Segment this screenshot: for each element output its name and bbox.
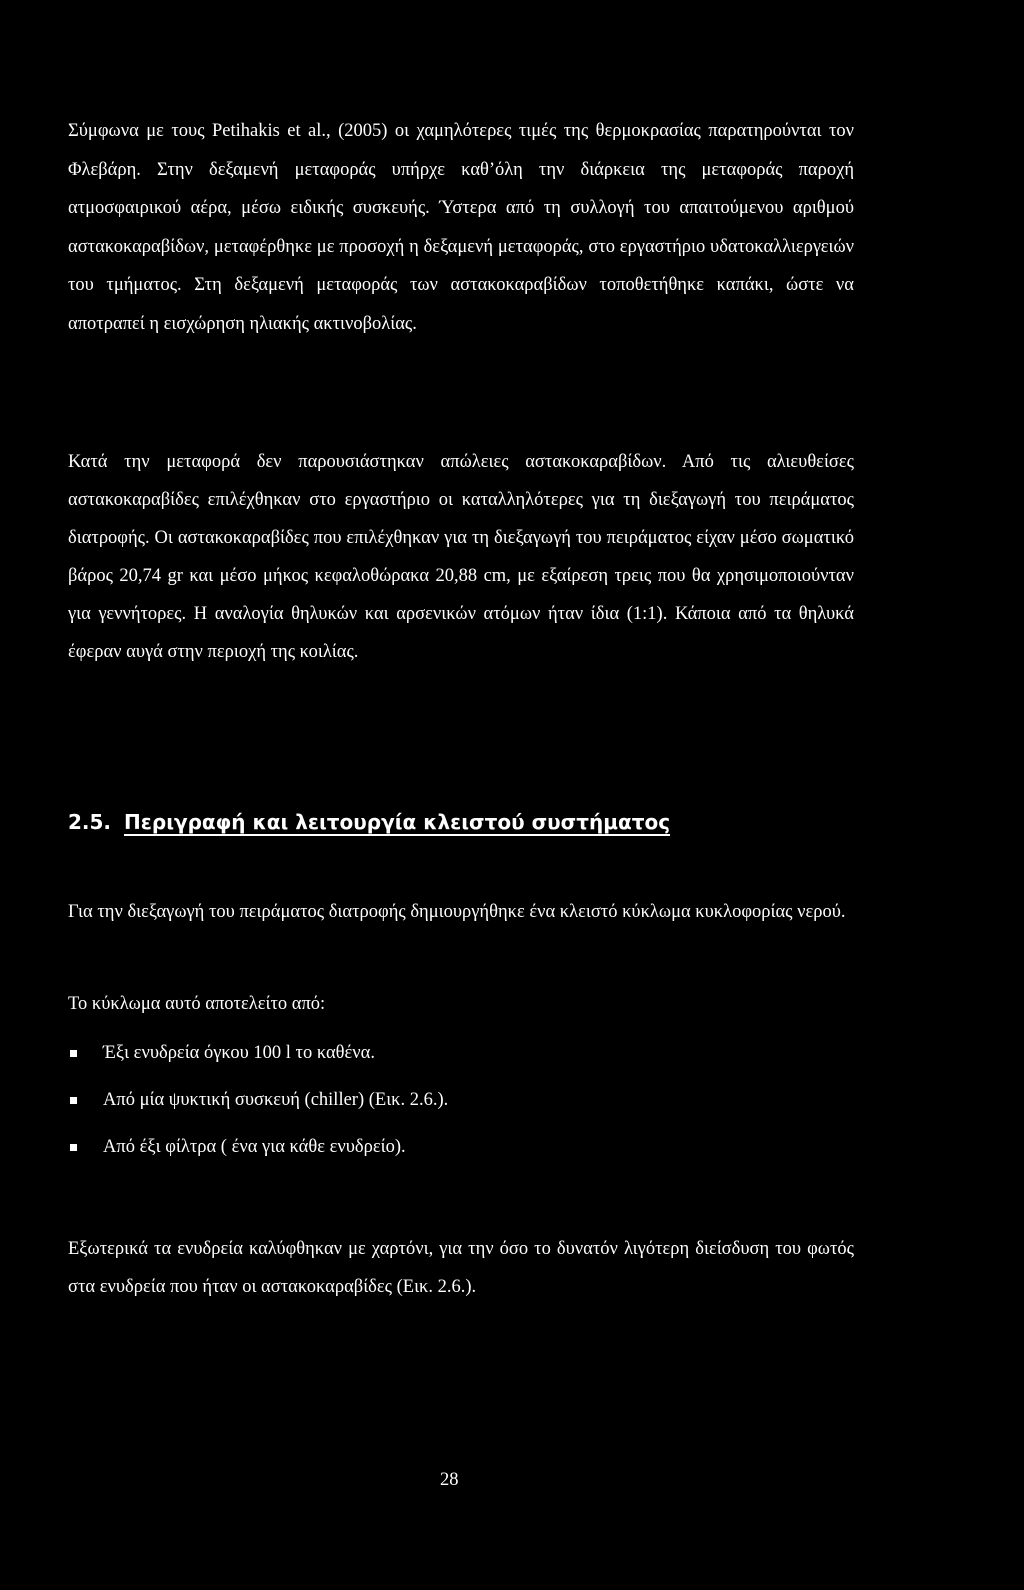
paragraph-transport-conditions: Σύμφωνα με τους Petihakis et al., (2005) οι χαμηλότερες τιμές της θερμοκρασίας παρατηρούνται τον Φλεβάρη. Στην δεξαμενή μεταφοράς υπήρχε καθ’όλη την διάρκεια της μεταφοράς παροχή ατμοσφαιρικού αέρα, μέσω ειδικής συσκευής. Ύστερα από τη συλλογή του απαιτούμενου αριθμού αστακοκαραβίδων, μεταφέρθηκε με προσοχή η δεξαμενή μεταφοράς, στο εργαστήριο υδατοκαλλιεργειών του τμήματος. Στη δεξαμενή μεταφοράς των αστακοκαραβίδων τοποθετήθηκε καπάκι, ώστε να αποτραπεί η εισχώρηση ηλιακής ακτινοβολίας. bbox=[68, 121, 854, 334]
bullet-square-icon bbox=[70, 1144, 77, 1151]
components-list bbox=[68, 1030, 448, 1171]
list-item bbox=[68, 1077, 448, 1124]
bullet-square-icon bbox=[70, 1050, 77, 1057]
paragraph-crayfish-selection: Κατά την μεταφορά δεν παρουσιάστηκαν απώλειες αστακοκαραβίδων. Από τις αλιευθείσες αστακοκαραβίδες επιλέχθηκαν στο εργαστήριο οι καταλληλότερες για τη διεξαγωγή του πειράματος διατροφής. Οι αστακοκαραβίδες που επιλέχθηκαν για τη διεξαγωγή του πειράματος είχαν μέσο σωματικό βάρος 20,74 gr και μέσο μήκος κεφαλοθώρακα 20,88 cm, με εξαίρεση τρεις που θα χρησιμοποιούνταν για γεννήτορες. Η αναλογία θηλυκών και αρσενικών ατόμων ήταν ίδια (1:1). Κάποια από τα θηλυκά έφεραν αυγά στην περιοχή της κοιλίας. bbox=[68, 452, 854, 662]
paragraph-circuit-components-intro: Το κύκλωμα αυτό αποτελείτο από: bbox=[68, 994, 326, 1014]
section-title: Περιγραφή και λειτουργία κλειστού συστήματος bbox=[124, 810, 671, 834]
page-number: 28 bbox=[440, 1470, 459, 1490]
list-item-text: Από μία ψυκτική συσκευή (chiller) (Εικ. 2.6.). bbox=[103, 1090, 449, 1110]
section-heading bbox=[68, 810, 670, 834]
bullet-square-icon bbox=[70, 1097, 77, 1104]
section-number: 2.5. bbox=[68, 810, 112, 834]
list-item-text: Έξι ενυδρεία όγκου 100 l το καθένα. bbox=[103, 1043, 375, 1063]
list-item-text: Από έξι φίλτρα ( ένα για κάθε ενυδρείο). bbox=[103, 1137, 406, 1157]
paragraph-closed-circuit: Για την διεξαγωγή του πειράματος διατροφής δημιουργήθηκε ένα κλειστό κύκλωμα κυκλοφορίας νερού. bbox=[68, 902, 846, 922]
list-item bbox=[68, 1030, 448, 1077]
list-item bbox=[68, 1124, 448, 1171]
paragraph-aquarium-cover: Εξωτερικά τα ενυδρεία καλύφθηκαν με χαρτόνι, για την όσο το δυνατόν λιγότερη διείσδυση του φωτός στα ενυδρεία που ήταν οι αστακοκαραβίδες (Εικ. 2.6.). bbox=[68, 1239, 854, 1297]
